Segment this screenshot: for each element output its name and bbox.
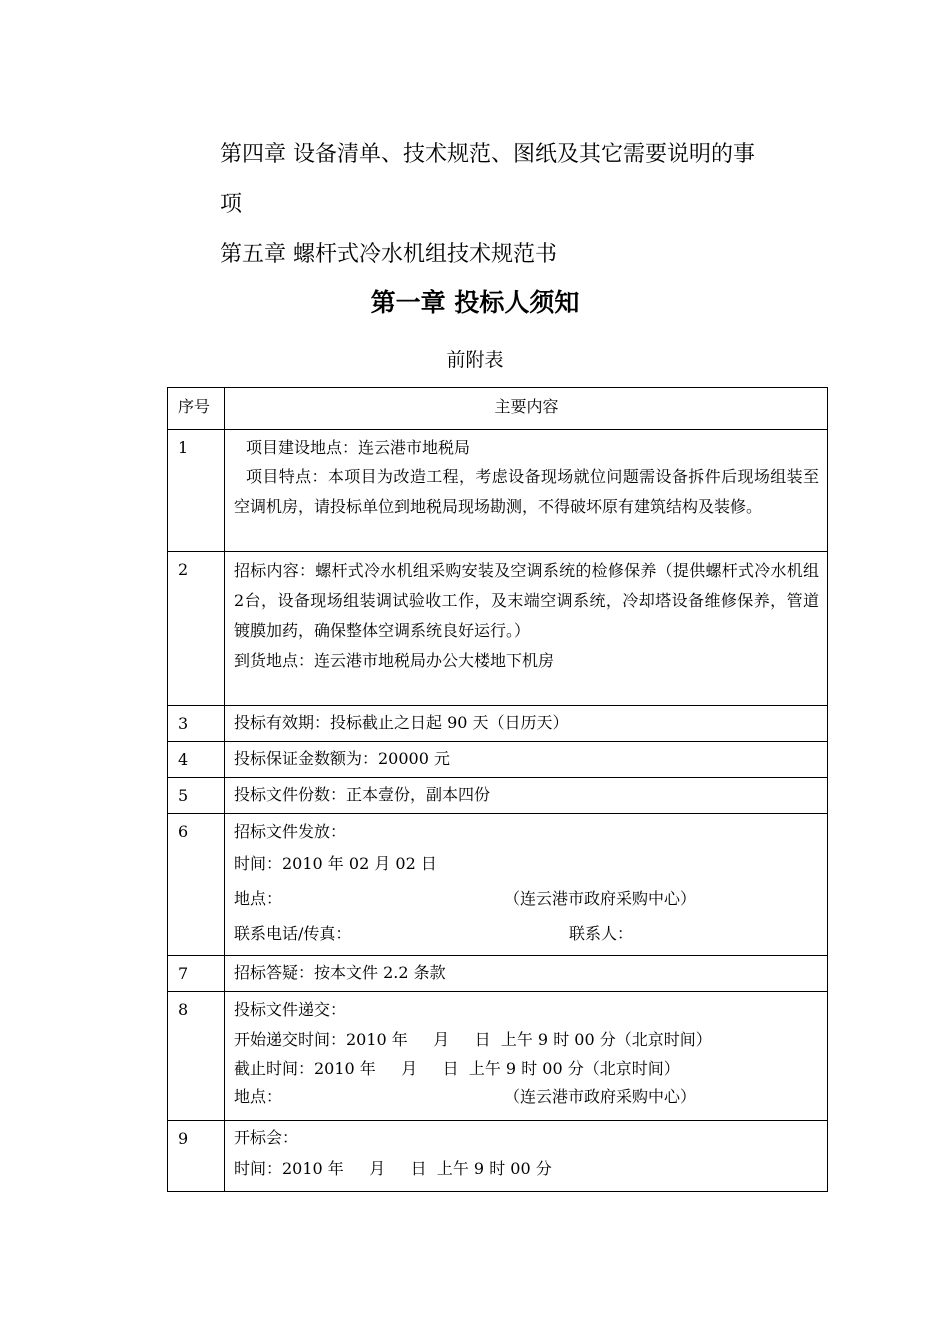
header-content: 主要内容: [225, 388, 828, 430]
row-line: 投标文件递交：: [234, 1000, 347, 1019]
phone-fax-label: 联系电话/传真：: [234, 924, 352, 943]
toc-chapter-5: 第五章 螺杆式冷水机组技术规范书: [220, 242, 557, 267]
location-label: 地点：: [234, 1087, 283, 1106]
row-line: 截止时间：2010 年 月 日 上午 9 时 00 分（北京时间）: [234, 1059, 680, 1078]
location-label: 地点：: [234, 889, 283, 908]
row-content: [225, 430, 828, 552]
row-no: 1: [168, 430, 225, 552]
row-line: 投标文件份数：正本壹份，副本四份: [234, 785, 491, 804]
row-no: 3: [168, 706, 225, 742]
row-line: 招标内容：螺杆式冷水机组采购安装及空调系统的检修保养（提供螺杆式冷水机组2台，设备现场组装调试验收工作，及末端空调系统，冷却塔设备维修保养，管道镀膜加药，确保整体空调系统良好运行。）: [234, 561, 819, 640]
row-no: 5: [168, 778, 225, 814]
row-content: [225, 706, 828, 742]
table-row: [168, 1121, 828, 1192]
row-line: 投标保证金数额为：20000 元: [234, 749, 450, 768]
header-no: 序号: [168, 388, 225, 430]
table-row: [168, 706, 828, 742]
table-row: [168, 814, 828, 956]
row-line: [234, 916, 819, 951]
toc-chapter-4: 第四章 设备清单、技术规范、图纸及其它需要说明的事: [220, 142, 755, 167]
row-line: 投标有效期：投标截止之日起 90 天（日历天）: [234, 713, 569, 732]
row-line: [234, 881, 819, 916]
table-title: 前附表: [446, 349, 504, 371]
row-content: [225, 814, 828, 956]
table-header-row: [168, 388, 828, 430]
table-row: [168, 430, 828, 552]
row-line: 招标答疑：按本文件 2.2 条款: [234, 963, 446, 982]
row-content: [225, 992, 828, 1121]
row-content: [225, 1121, 828, 1192]
row-content: [225, 742, 828, 778]
row-no: 9: [168, 1121, 225, 1192]
row-line: [234, 1082, 819, 1112]
row-line: 项目特点：本项目为改造工程，考虑设备现场就位问题需设备拆件后现场组装至空调机房，请投标单位到地税局现场勘测，不得破坏原有建筑结构及装修。: [234, 467, 819, 516]
front-table: [167, 387, 828, 1192]
chapter-title: 第一章 投标人须知: [370, 288, 580, 317]
table-row: [168, 956, 828, 992]
table-row: [168, 552, 828, 706]
row-no: 6: [168, 814, 225, 956]
row-content: [225, 956, 828, 992]
row-line: 开始递交时间：2010 年 月 日 上午 9 时 00 分（北京时间）: [234, 1030, 712, 1049]
table-row: [168, 778, 828, 814]
row-line: 招标文件发放：: [234, 822, 347, 841]
location-value: （连云港市政府采购中心）: [504, 1087, 697, 1106]
table-row: [168, 742, 828, 778]
row-content: [225, 552, 828, 706]
row-no: 8: [168, 992, 225, 1121]
contact-label: 联系人：: [569, 924, 634, 943]
row-line: 项目建设地点：连云港市地税局: [246, 438, 471, 457]
row-content: [225, 778, 828, 814]
row-no: 4: [168, 742, 225, 778]
row-line: 到货地点：连云港市地税局办公大楼地下机房: [234, 651, 555, 670]
table-row: [168, 992, 828, 1121]
row-line: 开标会：: [234, 1128, 299, 1147]
row-no: 2: [168, 552, 225, 706]
row-line: 时间：2010 年 02 月 02 日: [234, 854, 437, 873]
location-value: （连云港市政府采购中心）: [504, 889, 697, 908]
row-line: 时间：2010 年 月 日 上午 9 时 00 分: [234, 1159, 552, 1178]
toc-chapter-4-continued: 项: [220, 192, 243, 217]
row-no: 7: [168, 956, 225, 992]
